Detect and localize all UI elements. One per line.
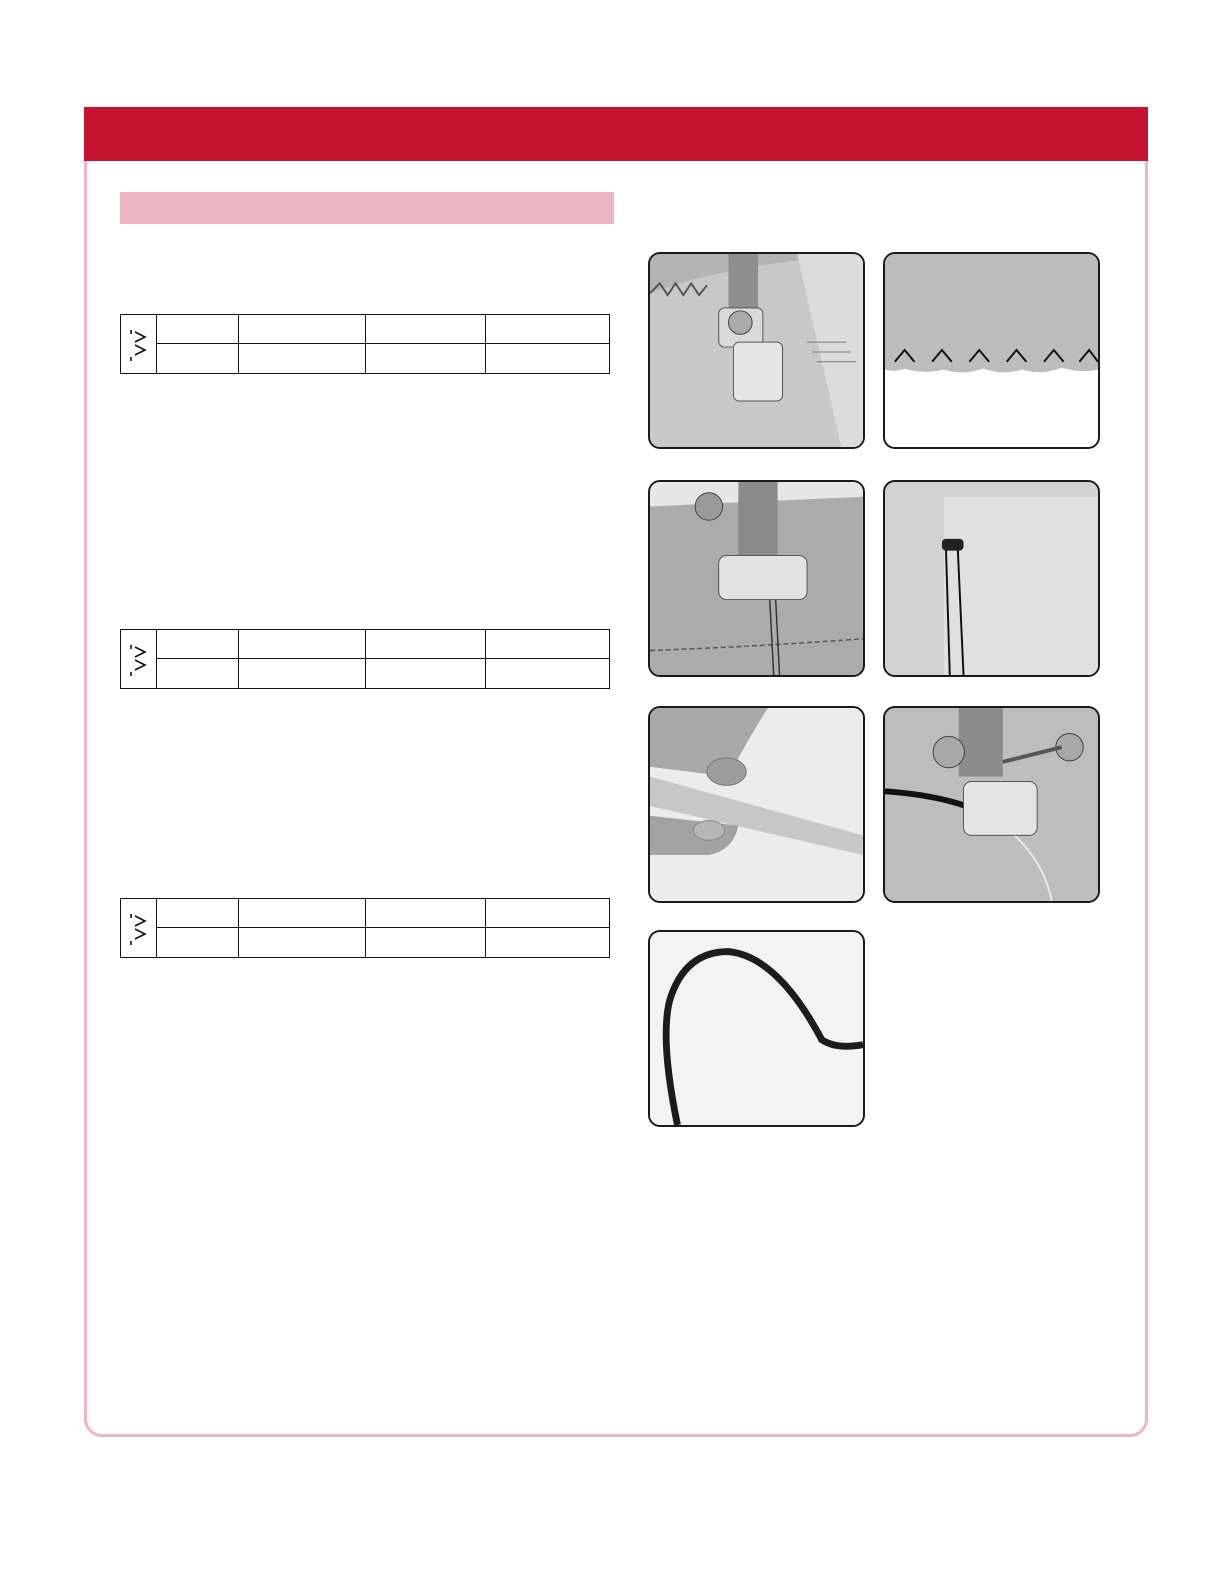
settings-cell: [366, 659, 486, 688]
settings-cell: [366, 928, 486, 957]
settings-cell: [239, 928, 366, 957]
settings-cell: [157, 630, 239, 659]
settings-cell: [239, 899, 366, 928]
applique-sewing-photo: [883, 706, 1100, 903]
settings-cell: [157, 659, 239, 688]
blind-hem-result-photo: [883, 252, 1100, 449]
settings-cell: [239, 315, 366, 344]
section-heading-bar: [120, 192, 614, 224]
settings-cell: [486, 659, 609, 688]
settings-cell: [157, 344, 239, 373]
settings-cell: [239, 630, 366, 659]
settings-cell: [486, 899, 609, 928]
settings-cell: [486, 344, 609, 373]
blind-hem-sewing-photo: [648, 252, 865, 449]
settings-cell: [366, 315, 486, 344]
zigzag-stitch-icon: [121, 315, 157, 373]
settings-cell: [239, 344, 366, 373]
stretch-seam-sewing-photo: [648, 480, 865, 677]
settings-cell: [486, 928, 609, 957]
fabric-folding-photo: [648, 706, 865, 903]
stitch-settings-table-3: [120, 898, 610, 958]
settings-cell: [157, 928, 239, 957]
settings-cell: [486, 630, 609, 659]
settings-cell: [157, 315, 239, 344]
zigzag-stitch-icon: [121, 899, 157, 957]
stretch-seam-result-photo: [883, 480, 1100, 677]
settings-cell: [366, 899, 486, 928]
stitch-settings-table-2: [120, 629, 610, 689]
page-header-bar: [84, 107, 1148, 161]
applique-satin-edge-photo: [648, 930, 865, 1127]
settings-cell: [157, 899, 239, 928]
settings-cell: [239, 659, 366, 688]
zigzag-stitch-icon: [121, 630, 157, 688]
stitch-settings-table-1: [120, 314, 610, 374]
settings-cell: [486, 315, 609, 344]
settings-cell: [366, 344, 486, 373]
settings-cell: [366, 630, 486, 659]
